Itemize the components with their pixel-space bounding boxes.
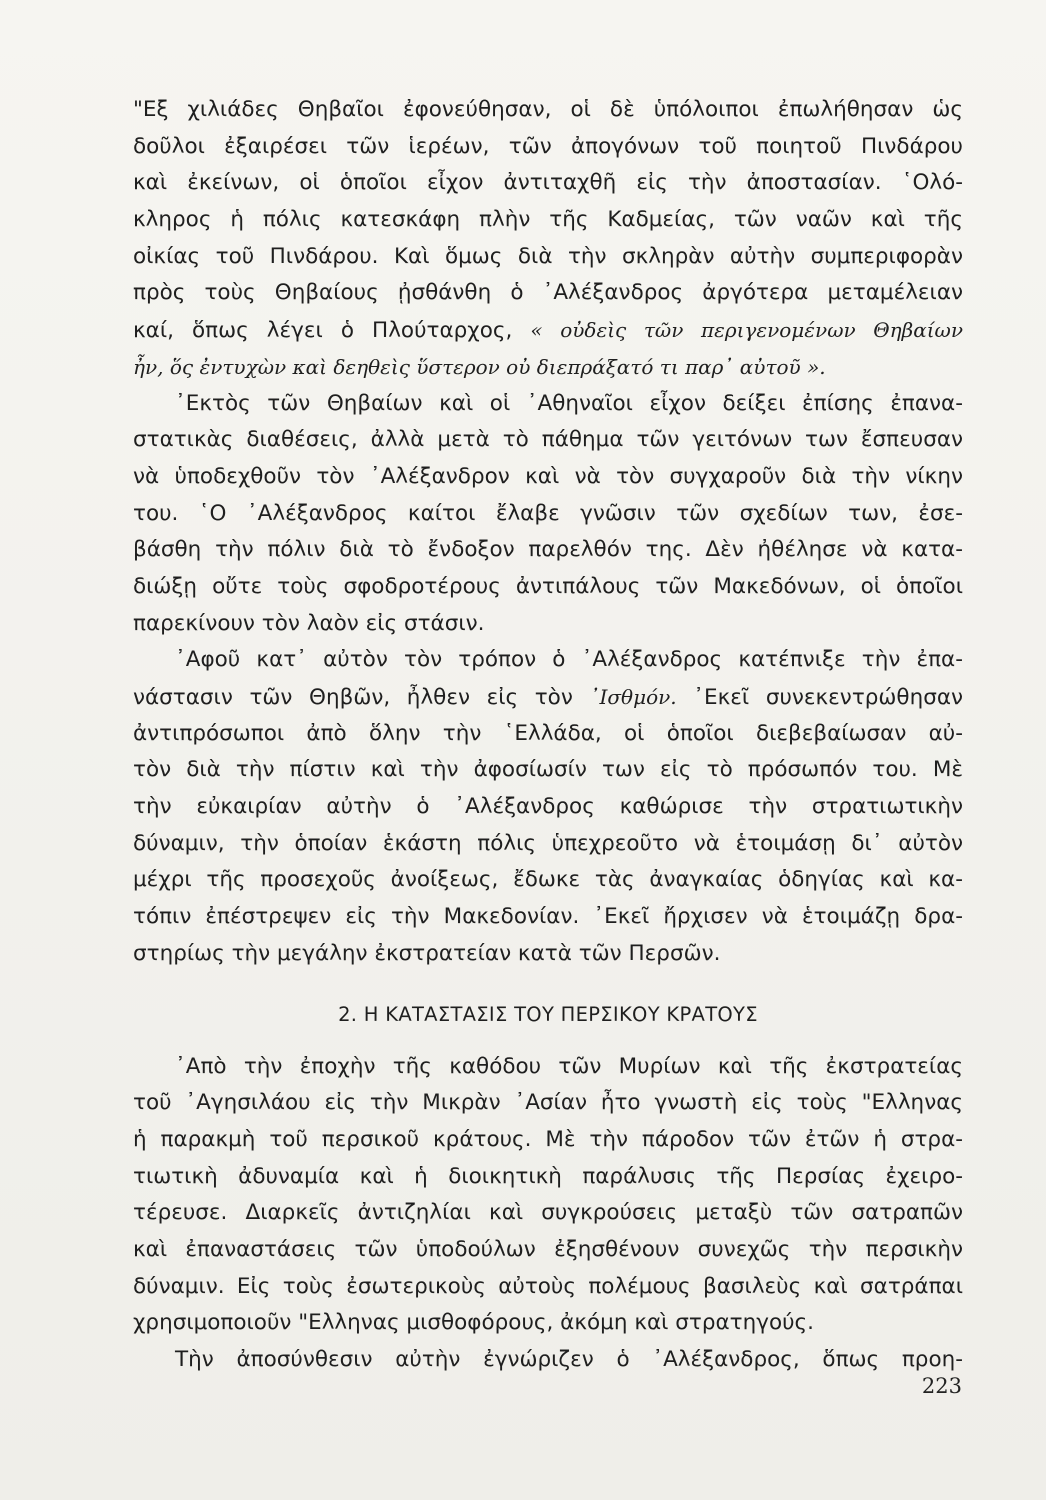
text-line: τὴν εὐκαιρίαν αὐτὴν ὁ ᾿Αλέξανδρος καθώρισε τὴν στρατιωτικὴν — [133, 794, 963, 820]
text-fragment: νάστασιν τῶν Θηβῶν, ἦλθεν εἰς τὸν — [133, 685, 573, 710]
section-heading: 2. Η ΚΑΤΑΣΤΑΣΙΣ ΤΟΥ ΠΕΡΣΙΚΟΥ ΚΡΑΤΟΥΣ — [338, 1002, 758, 1026]
text-line: Τὴν ἀποσύνθεσιν αὐτὴν ἐγνώριζεν ὁ ᾿Αλέξανδρος, ὅπως προη- — [175, 1347, 963, 1372]
text-fragment: ᾿Εκεῖ συνεκεντρώθησαν — [693, 685, 964, 710]
text-line: τιωτικὴ ἀδυναμία καὶ ἡ διοικητικὴ παράλυσις τῆς Περσίας ἐχειρο- — [133, 1163, 963, 1189]
text-line: χρησιμοποιοῦν "Ελληνας μισθοφόρους, ἀκόμη καὶ στρατηγούς. — [133, 1310, 814, 1336]
text-line: βάσθη τὴν πόλιν διὰ τὸ ἔνδοξον παρελθόν της. Δὲν ἠθέλησε νὰ κατα- — [133, 537, 963, 563]
text-line: πρὸς τοὺς Θηβαίους ᾐσθάνθη ὁ ᾿Αλέξανδρος ἀργότερα μεταμέλειαν — [133, 280, 963, 306]
text-line: μέχρι τῆς προσεχοῦς ἀνοίξεως, ἔδωκε τὰς ἀναγκαίας ὁδηγίας καὶ κα- — [133, 867, 963, 893]
text-line: καὶ ἐπαναστάσεις τῶν ὑποδούλων ἐξησθένουν συνεχῶς τὴν περσικὴν — [133, 1236, 963, 1262]
text-line: διώξῃ οὔτε τοὺς σφοδροτέρους ἀντιπάλους τῶν Μακεδόνων, οἱ ὁποῖοι — [133, 573, 963, 599]
text-line: τὸν διὰ τὴν πίστιν καὶ τὴν ἀφοσίωσίν των εἰς τὸ πρόσωπόν του. Μὲ — [133, 757, 963, 783]
body-text — [133, 92, 963, 1379]
text-line: τοῦ ᾿Αγησιλάου εἰς τὴν Μικρὰν ᾿Ασίαν ἦτο γνωστὴ εἰς τοὺς "Ελληνας — [133, 1090, 963, 1116]
text-line — [133, 312, 963, 349]
text-line: στατικὰς διαθέσεις, ἀλλὰ μετὰ τὸ πάθημα τῶν γειτόνων των ἔσπευσαν — [133, 427, 963, 453]
text-line: δύναμιν, τὴν ὁποίαν ἑκάστη πόλις ὑπεχρεοῦτο νὰ ἑτοιμάσῃ δι᾿ αὐτὸν — [133, 830, 963, 856]
page-number: 223 — [921, 1374, 962, 1398]
text-line — [133, 349, 963, 386]
text-line: οἰκίας τοῦ Πινδάρου. Καὶ ὅμως διὰ τὴν σκληρὰν αὐτὴν συμπεριφορὰν — [133, 243, 963, 269]
text-line: ᾿Αφοῦ κατ᾿ αὐτὸν τὸν τρόπον ὁ ᾿Αλέξανδρος κατέπνιξε τὴν ἐπα- — [175, 647, 963, 673]
text-line: "Εξ χιλιάδες Θηβαῖοι ἐφονεύθησαν, οἱ δὲ ὑπόλοιποι ἐπωλήθησαν ὡς — [133, 97, 963, 122]
text-line: του. ῾Ο ᾿Αλέξανδρος καίτοι ἔλαβε γνῶσιν τῶν σχεδίων των, ἐσε- — [133, 500, 963, 526]
text-fragment: καί, ὅπως λέγει ὁ Πλούταρχος, — [133, 318, 513, 344]
text-line: στηρίως τὴν μεγάλην ἐκστρατείαν κατὰ τῶν Περσῶν. — [133, 940, 721, 966]
text-line — [133, 679, 963, 716]
text-line: κληρος ἡ πόλις κατεσκάφη πλὴν τῆς Καδμείας, τῶν ναῶν καὶ τῆς — [133, 207, 963, 233]
text-line: ἡ παρακμὴ τοῦ περσικοῦ κράτους. Μὲ τὴν πάροδον τῶν ἐτῶν ἡ στρα- — [133, 1126, 963, 1152]
plutarch-quote: ἦν, ὅς ἐντυχὼν καὶ δεηθεὶς ὕστερον οὐ διεπράξατό τι παρ᾿ αὐτοῦ ». — [133, 354, 826, 379]
text-line: δοῦλοι ἐξαιρέσει τῶν ἱερέων, τῶν ἀπογόνων τοῦ ποιητοῦ Πινδάρου — [133, 133, 963, 159]
place-name-isthmus: ᾿Ισθμόν. — [589, 685, 677, 709]
text-line: παρεκίνουν τὸν λαὸν εἰς στάσιν. — [133, 610, 485, 636]
text-line: ᾿Εκτὸς τῶν Θηβαίων καὶ οἱ ᾿Αθηναῖοι εἶχον δείξει ἐπίσης ἐπανα- — [175, 390, 963, 416]
text-line: καὶ ἐκείνων, οἱ ὁποῖοι εἶχον ἀντιταχθῆ εἰς τὴν ἀποστασίαν. ῾Ολό- — [133, 170, 963, 196]
text-line: τόπιν ἐπέστρεψεν εἰς τὴν Μακεδονίαν. ᾿Εκεῖ ἤρχισεν νὰ ἑτοιμάζῃ δρα- — [133, 904, 963, 930]
text-line: ἀντιπρόσωποι ἀπὸ ὅλην τὴν ῾Ελλάδα, οἱ ὁποῖοι διεβεβαίωσαν αὐ- — [133, 720, 963, 746]
text-line: δύναμιν. Εἰς τοὺς ἐσωτερικοὺς αὐτοὺς πολέμους βασιλεὺς καὶ σατράπαι — [133, 1273, 963, 1299]
text-line: ᾿Απὸ τὴν ἐποχὴν τῆς καθόδου τῶν Μυρίων καὶ τῆς ἐκστρατείας — [175, 1053, 963, 1079]
plutarch-quote: « οὐδεὶς τῶν περιγενομένων Θηβαίων — [530, 318, 964, 343]
text-line: τέρευσε. Διαρκεῖς ἀντιζηλίαι καὶ συγκρούσεις μεταξὺ τῶν σατραπῶν — [133, 1200, 963, 1226]
text-line: νὰ ὑποδεχθοῦν τὸν ᾿Αλέξανδρον καὶ νὰ τὸν συγχαροῦν διὰ τὴν νίκην — [133, 463, 963, 489]
